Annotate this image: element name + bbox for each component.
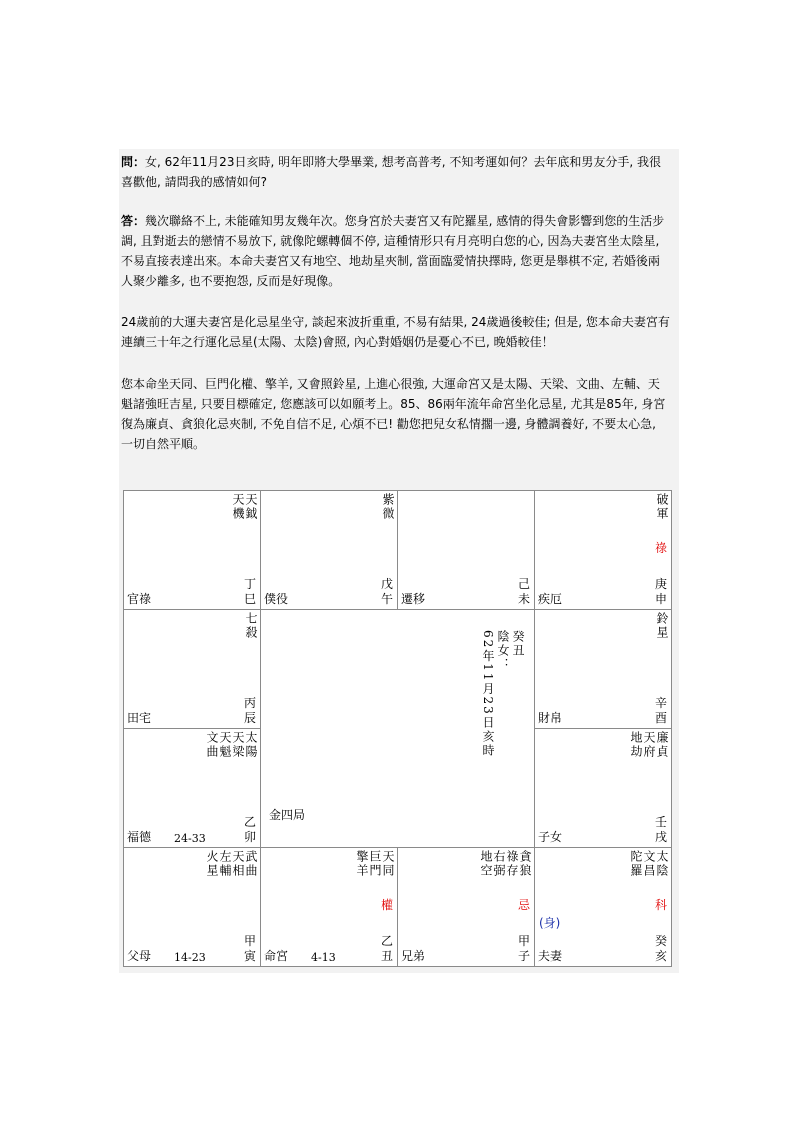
stem-branch: 壬 戌 (654, 815, 667, 844)
star: 文曲 (205, 731, 219, 759)
palace-name: 疾厄 (538, 592, 563, 606)
answer-paragraph-1 (121, 211, 671, 291)
palace-chou (261, 848, 398, 967)
star: 武曲 (244, 850, 258, 878)
star: 破軍 (655, 493, 669, 521)
star: 天相 (231, 850, 245, 878)
palace-name: 兄弟 (401, 949, 426, 963)
answer-paragraph-2: 24歲前的大運夫妻宮是化忌星坐守, 談起來波折重重, 不易有結果, 24歲過後較佳; 但是, 您本命夫妻宮有連續三十年之行運化忌星(太陽、太陰)會照, 內心對婚姻仍是憂心不已, 晚婚較佳！ (121, 315, 670, 349)
stem-branch: 丙 辰 (243, 696, 256, 725)
star: 七殺 (244, 612, 258, 640)
palace-si (124, 491, 261, 610)
stem-branch: 甲 子 (517, 934, 530, 963)
palace-mao (124, 729, 261, 848)
star: 陀羅 (629, 850, 643, 878)
palace-name: 遷移 (401, 592, 426, 606)
question-label: 問： (121, 155, 146, 169)
hua-marker: 權 (380, 898, 393, 912)
question-paragraph (121, 152, 671, 192)
star-list (655, 612, 668, 640)
palace-name: 父母 (127, 949, 152, 963)
star: 巨門 (368, 850, 382, 878)
hua-marker: 忌 (517, 898, 530, 912)
star: 天府 (642, 731, 656, 759)
palace-you (535, 610, 672, 729)
palace-hai (535, 848, 672, 967)
palace-name: 田宅 (127, 711, 152, 725)
article-panel (119, 149, 679, 973)
stem-branch: 乙 丑 (380, 934, 393, 963)
palace-name: 福德 (127, 830, 152, 844)
star: 太陰 (655, 850, 669, 878)
star-list (355, 850, 394, 878)
star: 紫微 (381, 493, 395, 521)
stem-branch: 乙 卯 (243, 815, 256, 844)
star: 貪狼 (518, 850, 532, 878)
star: 天魁 (218, 731, 232, 759)
star-list (244, 612, 257, 640)
age-range: 14-23 (174, 951, 206, 964)
star: 鈴星 (655, 612, 669, 640)
hua-marker: 祿 (654, 541, 667, 555)
star: 左輔 (218, 850, 232, 878)
star: 天鉞 (244, 493, 258, 521)
palace-name: 僕役 (264, 592, 289, 606)
stem-branch: 甲 寅 (243, 934, 256, 963)
star: 太陽 (244, 731, 258, 759)
stem-branch: 丁 巳 (243, 577, 256, 606)
palace-xu (535, 729, 672, 848)
palace-name: 子女 (538, 830, 563, 844)
ziwei-chart (123, 490, 672, 967)
star-list (205, 850, 257, 878)
stem-branch: 辛 酉 (654, 696, 667, 725)
star-list (629, 731, 668, 759)
palace-chen (124, 610, 261, 729)
star: 火星 (205, 850, 219, 878)
star-list (655, 493, 668, 521)
answer-text-1: 幾次聯絡不上, 未能確知男友幾年次。您身宮於夫妻宮又有陀羅星, 感情的得失會影響到您的生活步調, 且對逝去的戀情不易放下, 就像陀螺轉個不停, 這種情形只有月亮明白您的心, 因為夫妻宮坐太陰星, 不易直接表達出來。本命夫妻宮又有地空、地劫星夾制, 當面臨愛情抉擇時, 您更是舉棋不定, 若婚後兩人聚少離多, 也不要抱怨, 反而是好現像。 (121, 214, 665, 288)
star: 地空 (479, 850, 493, 878)
star-list (231, 493, 257, 521)
age-range: 4-13 (311, 951, 336, 964)
age-range: 24-33 (174, 832, 206, 845)
star: 祿存 (505, 850, 519, 878)
gender: 陰女： (496, 630, 510, 672)
palace-wei (398, 491, 535, 610)
star-list (381, 493, 394, 521)
stem-branch: 庚 申 (654, 577, 667, 606)
hua-marker: 科 (654, 898, 667, 912)
birth-year: 癸丑 (511, 630, 525, 658)
bureau: 金四局 (269, 808, 306, 822)
star-list (479, 850, 531, 878)
star-list (205, 731, 257, 759)
star: 文昌 (642, 850, 656, 878)
stem-branch: 戊 午 (380, 577, 393, 606)
star: 天同 (381, 850, 395, 878)
star: 擎羊 (355, 850, 369, 878)
birth-datetime: 62年11月23日亥時 (481, 630, 495, 758)
star: 天機 (231, 493, 245, 521)
body-palace-marker: (身) (539, 916, 561, 930)
palace-name: 命宮 (264, 949, 289, 963)
palace-zi (398, 848, 535, 967)
chart-center (261, 610, 535, 848)
answer-paragraph-3: 您本命坐天同、巨門化權、擎羊, 又會照鈴星, 上進心很強, 大運命宮又是太陽、天梁、文曲、左輔、天魁諸強旺吉星, 只要目標確定, 您應該可以如願考上。85、86兩年流年命宮坐化忌星, 尤其是85年, 身宮復為廉貞、貪狼化忌夾制, 不免自信不足, 心煩不已! 勸您把兒女私情擱一邊, 身體調養好, 不要太心急, 一切自然平順。 (121, 377, 666, 451)
palace-yin (124, 848, 261, 967)
palace-shen (535, 491, 672, 610)
birth-info (481, 630, 524, 758)
star: 廉貞 (655, 731, 669, 759)
stem-branch: 癸 亥 (654, 934, 667, 963)
question-text: 女, 62年11月23日亥時, 明年即將大學畢業, 想考高普考, 不知考運如何？去年底和男友分手, 我很喜歡他, 請問我的感情如何? (121, 155, 661, 189)
star: 地劫 (629, 731, 643, 759)
star-list (629, 850, 668, 878)
stem-branch: 己 未 (517, 577, 530, 606)
palace-name: 官祿 (127, 592, 152, 606)
star: 右弼 (492, 850, 506, 878)
answer-label: 答： (121, 214, 146, 228)
star: 天梁 (231, 731, 245, 759)
palace-name: 夫妻 (538, 949, 563, 963)
palace-name: 財帛 (538, 711, 563, 725)
palace-wu (261, 491, 398, 610)
